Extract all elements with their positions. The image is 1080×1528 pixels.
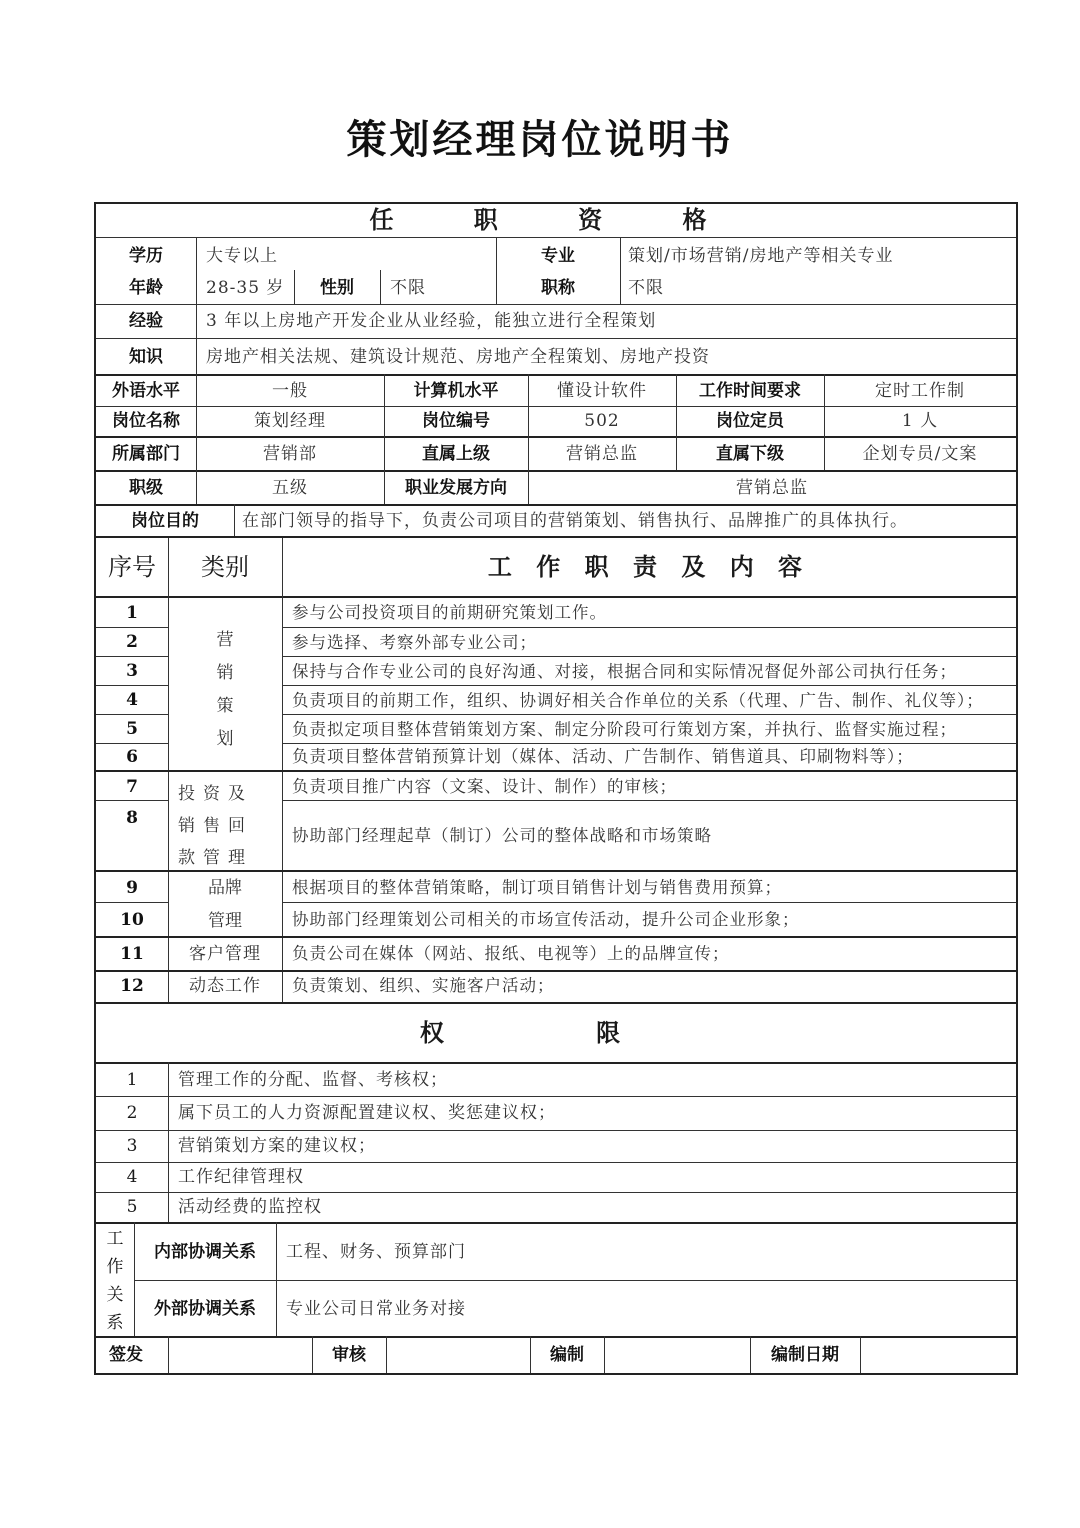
internal-relations-label: 内部协调关系 xyxy=(154,1241,256,1262)
external-relations-value: 专业公司日常业务对接 xyxy=(286,1298,466,1319)
code-label: 岗位编号 xyxy=(422,410,490,431)
category-dynamic: 动态工作 xyxy=(189,975,261,996)
authority-number: 5 xyxy=(126,1196,138,1217)
duty-text: 负责项目的前期工作，组织、协调好相关合作单位的关系（代理、广告、制作、礼仪等）； xyxy=(292,690,984,710)
duty-text: 参与选择、考察外部专业公司； xyxy=(292,632,537,652)
rank-title-label: 职称 xyxy=(541,278,575,299)
relations-char: 工 xyxy=(106,1229,124,1249)
duty-text: 负责策划、组织、实施客户活动； xyxy=(292,976,555,996)
authority-number: 4 xyxy=(126,1166,138,1187)
duty-number: 8 xyxy=(126,808,138,828)
authority-text: 属下员工的人力资源配置建议权、奖惩建议权； xyxy=(178,1102,556,1123)
age-label: 年龄 xyxy=(129,278,163,299)
experience-value: 3 年以上房地产开发企业从业经验，能独立进行全程策划 xyxy=(206,310,657,331)
knowledge-label: 知识 xyxy=(129,346,163,367)
sign-value[interactable] xyxy=(168,1338,312,1373)
sign-label: 签发 xyxy=(109,1345,143,1366)
authority-text: 营销策划方案的建议权； xyxy=(178,1135,376,1156)
duty-number: 12 xyxy=(120,975,144,996)
duty-number: 6 xyxy=(126,746,138,767)
compile-value[interactable] xyxy=(604,1338,750,1373)
review-label: 审核 xyxy=(332,1345,366,1366)
education-label: 学历 xyxy=(129,246,163,267)
review-value[interactable] xyxy=(386,1338,530,1373)
gender-value: 不限 xyxy=(390,278,426,299)
relations-char: 作 xyxy=(106,1257,124,1277)
authority-text: 工作纪律管理权 xyxy=(178,1166,304,1187)
duty-number: 3 xyxy=(126,661,138,682)
gender-label: 性别 xyxy=(320,278,354,299)
duty-number: 11 xyxy=(120,943,144,964)
major-label: 专业 xyxy=(541,246,575,267)
duty-text: 负责拟定项目整体营销策划方案、制定分阶段可行策划方案，并执行、监督实施过程； xyxy=(292,719,957,739)
compile-date-value[interactable] xyxy=(860,1338,1016,1373)
category-char: 策 xyxy=(216,696,234,716)
category-investment xyxy=(168,772,282,872)
duty-number: 10 xyxy=(120,909,144,930)
duty-number: 5 xyxy=(126,719,138,740)
grade-label: 职级 xyxy=(129,477,163,498)
career-label: 职业发展方向 xyxy=(405,477,507,498)
duty-text: 参与公司投资项目的前期研究策划工作。 xyxy=(292,603,607,623)
relations-char: 关 xyxy=(106,1285,124,1305)
duty-number: 2 xyxy=(126,632,138,653)
experience-label: 经验 xyxy=(129,310,163,331)
worktime-label: 工作时间要求 xyxy=(699,380,801,401)
authority-heading: 权 限 xyxy=(419,1017,693,1047)
duty-text: 协助部门经理策划公司相关的市场宣传活动，提升公司企业形象； xyxy=(292,910,800,930)
job-description-table xyxy=(94,202,1018,1375)
category-char: 划 xyxy=(216,729,234,749)
duty-number: 1 xyxy=(126,602,138,623)
duty-no-header: 序号 xyxy=(108,552,156,581)
code-value: 502 xyxy=(584,410,620,431)
authority-number: 2 xyxy=(126,1102,138,1123)
external-relations-label: 外部协调关系 xyxy=(154,1298,256,1319)
department-label: 所属部门 xyxy=(112,443,180,464)
authority-number: 3 xyxy=(126,1135,138,1156)
compile-date-label: 编制日期 xyxy=(771,1345,839,1366)
computer-label: 计算机水平 xyxy=(413,380,499,401)
authority-text: 活动经费的监控权 xyxy=(178,1196,322,1217)
subordinate-value: 企划专员/文案 xyxy=(862,443,978,464)
duty-text: 负责项目推广内容（文案、设计、制作）的审核； xyxy=(292,777,677,797)
education-value: 大专以上 xyxy=(206,246,278,267)
authority-text: 管理工作的分配、监督、考核权； xyxy=(178,1069,448,1090)
position-label: 岗位名称 xyxy=(112,410,180,431)
category-char: 营 xyxy=(216,630,234,650)
knowledge-value: 房地产相关法规、建筑设计规范、房地产全程策划、房地产投资 xyxy=(206,346,710,367)
subordinate-label: 直属下级 xyxy=(716,443,784,464)
superior-value: 营销总监 xyxy=(566,443,638,464)
category-brand-line: 管理 xyxy=(208,911,242,931)
duty-text: 负责项目整体营销预算计划（媒体、活动、广告制作、销售道具、印刷物料等）； xyxy=(292,747,914,767)
category-char: 销 xyxy=(216,663,234,683)
duty-text: 协助部门经理起草（制订）公司的整体战略和市场策略 xyxy=(292,826,712,846)
superior-label: 直属上级 xyxy=(422,443,490,464)
duty-text: 根据项目的整体营销策略，制订项目销售计划与销售费用预算； xyxy=(292,878,782,898)
language-label: 外语水平 xyxy=(112,380,180,401)
rank-title-value: 不限 xyxy=(628,278,664,299)
worktime-value: 定时工作制 xyxy=(875,380,965,401)
position-value: 策划经理 xyxy=(254,410,326,431)
internal-relations-value: 工程、财务、预算部门 xyxy=(286,1241,466,1262)
duty-number: 4 xyxy=(126,690,138,711)
age-value: 28-35 岁 xyxy=(206,278,285,299)
duty-number: 7 xyxy=(126,776,138,797)
duty-text: 保持与合作专业公司的良好沟通、对接，根据合同和实际情况督促外部公司执行任务； xyxy=(292,661,957,681)
duty-text: 负责公司在媒体（网站、报纸、电视等）上的品牌宣传； xyxy=(292,944,730,964)
career-value: 营销总监 xyxy=(736,477,808,498)
grade-value: 五级 xyxy=(272,477,308,498)
compile-label: 编制 xyxy=(550,1345,584,1366)
qualifications-heading: 任 职 资 格 xyxy=(369,205,743,235)
purpose-label: 岗位目的 xyxy=(131,510,199,531)
duty-category-header: 类别 xyxy=(201,552,249,581)
major-value: 策划/市场营销/房地产等相关专业 xyxy=(628,246,894,267)
category-brand xyxy=(168,872,282,938)
headcount-label: 岗位定员 xyxy=(716,410,784,431)
language-value: 一般 xyxy=(272,380,308,401)
headcount-value: 1 人 xyxy=(901,410,939,431)
authority-number: 1 xyxy=(126,1069,138,1090)
document-title: 策划经理岗位说明书 xyxy=(346,116,734,163)
computer-value: 懂设计软件 xyxy=(557,380,647,401)
duty-number: 9 xyxy=(126,877,138,898)
relations-label xyxy=(96,1224,134,1338)
category-customer: 客户管理 xyxy=(189,943,261,964)
duty-content-header: 工 作 职 责 及 内 容 xyxy=(487,551,811,581)
category-investment-text: 投资及销售回款管理 xyxy=(178,784,253,868)
category-brand-line: 品牌 xyxy=(208,878,242,898)
relations-char: 系 xyxy=(106,1313,124,1333)
purpose-value: 在部门领导的指导下，负责公司项目的营销策划、销售执行、品牌推广的具体执行。 xyxy=(242,510,908,531)
department-value: 营销部 xyxy=(263,443,317,464)
category-marketing-planning xyxy=(168,624,282,756)
